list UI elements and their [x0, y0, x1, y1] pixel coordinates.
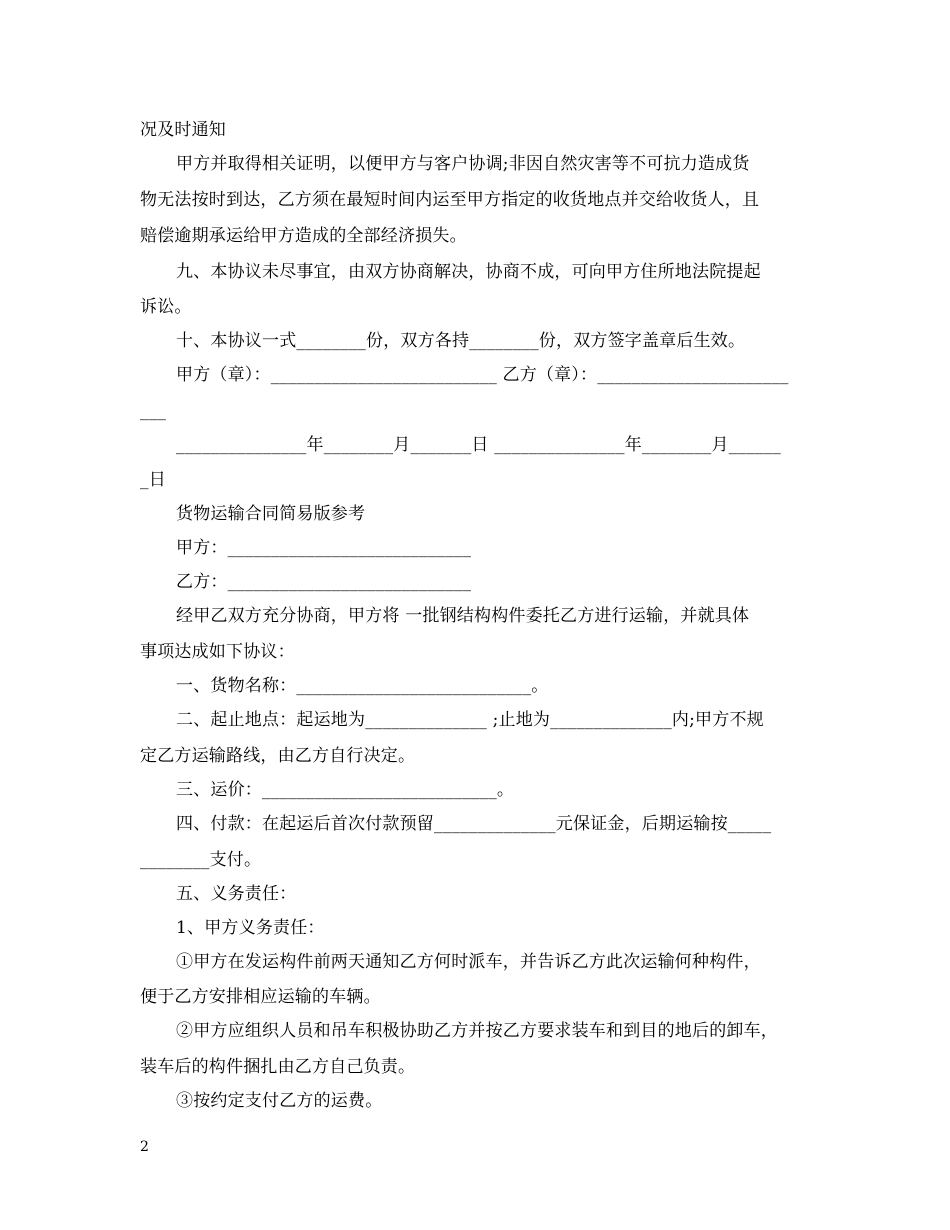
text-line: 事项达成如下协议：: [140, 642, 295, 662]
text-line: 定乙方运输路线，由乙方自行决定。: [140, 746, 416, 766]
text-line: 1、甲方义务责任：: [176, 918, 325, 938]
text-line: 四、付款：在起运后首次付款预留______________元保证金，后期运输按_____: [176, 814, 772, 834]
text-line: ①甲方在发运构件前两天通知乙方何时派车，并告诉乙方此次运输何种构件，: [176, 952, 761, 972]
text-line: 便于乙方安排相应运输的车辆。: [140, 987, 381, 1007]
text-line: 物无法按时到达，乙方须在最短时间内运至甲方指定的收货地点并交给收货人，且: [140, 190, 760, 210]
text-line: 诉讼。: [140, 297, 192, 317]
text-line: 五、义务责任：: [176, 884, 297, 904]
text-line: 三、运价：___________________________。: [176, 780, 515, 800]
text-line: 经甲乙双方充分协商，甲方将 一批钢结构构件委托乙方进行运输，并就具体: [176, 606, 750, 626]
text-line: ________支付。: [140, 850, 262, 870]
text-line: 赔偿逾期承运给甲方造成的全部经济损失。: [140, 226, 467, 246]
text-line: _日: [140, 470, 166, 490]
party-a-line: 甲方：____________________________: [176, 538, 472, 558]
date-line: _______________年________月_______日 _______________年________月______: [176, 435, 781, 455]
page-number: 2: [140, 1139, 149, 1155]
text-line: ②甲方应组织人员和吊车积极协助乙方并按乙方要求装车和到目的地后的卸车，: [176, 1021, 778, 1041]
text-line: 装车后的构件捆扎由乙方自己负责。: [140, 1057, 416, 1077]
text-line: ___: [140, 401, 167, 421]
text-line: 十、本协议一式________份，双方各持________份，双方签字盖章后生效。: [176, 331, 746, 351]
text-line: ③按约定支付乙方的运费。: [176, 1091, 383, 1111]
text-line: 二、起止地点：起运地为______________ ;止地为______________内;甲方不规: [176, 710, 764, 730]
text-line: 一、货物名称：___________________________。: [176, 676, 549, 696]
text-line: 九、本协议未尽事宜，由双方协商解决，协商不成，可向甲方住所地法院提起: [176, 262, 761, 282]
text-line: 况及时通知: [140, 120, 226, 140]
text-line: 甲方并取得相关证明，以便甲方与客户协调;非因自然灾害等不可抗力造成货: [176, 154, 750, 174]
signature-line: 甲方（章）：__________________________ 乙方（章）：______________________: [176, 365, 789, 385]
party-b-line: 乙方：____________________________: [176, 572, 472, 592]
section-title: 货物运输合同简易版参考: [176, 504, 366, 524]
